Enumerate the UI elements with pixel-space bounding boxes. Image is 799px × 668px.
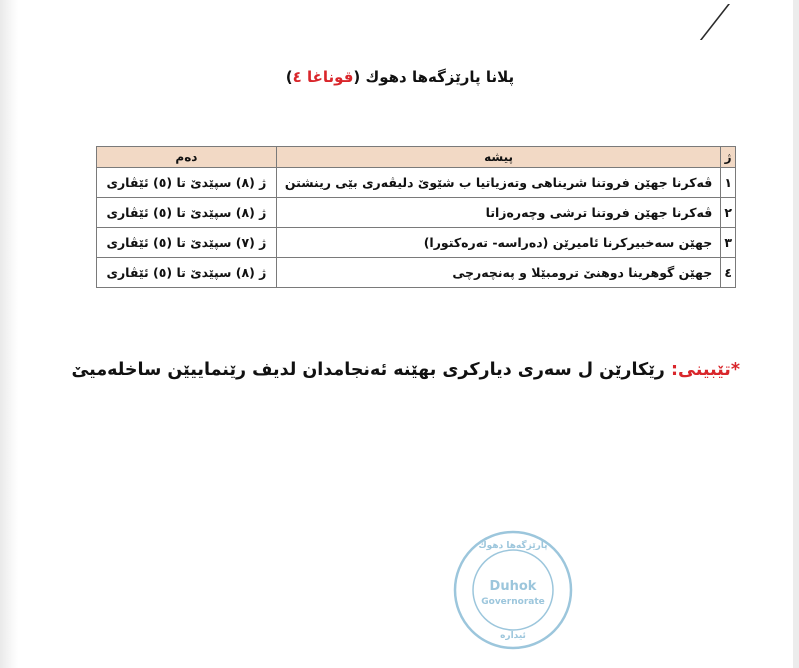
header-time: دەم [97, 147, 277, 168]
row-time: ژ (٨) سپێدێ تا (٥) ئێڤاری [97, 168, 277, 198]
row-number: ٤ [721, 258, 736, 288]
schedule-table [96, 146, 736, 288]
row-subject: ڤەکرنا جهێن فروتنا ترشی وچەرەزاتا [276, 198, 720, 228]
row-subject: جهێن سەخبیرکرنا ئامیرێن (دەراسە- تەرەکتورا) [276, 228, 720, 258]
row-time: ژ (٨) سپێدێ تا (٥) ئێڤاری [97, 258, 277, 288]
page-shadow-right [793, 0, 799, 668]
header-number: ژ [721, 147, 736, 168]
pen-mark [700, 4, 744, 40]
header-subject: پیشە [276, 147, 720, 168]
table-row [97, 258, 736, 288]
row-number: ٣ [721, 228, 736, 258]
note-label: *تێبینی: [670, 360, 740, 380]
title-stage-highlight: قوناغا ٤ [292, 68, 354, 86]
stamp-text-sub: Governorate [481, 597, 545, 607]
title-close: ) [285, 68, 293, 86]
title-text: پلانا پارێزگەها دهوك ( [353, 68, 515, 86]
document-title [230, 68, 570, 86]
table-row [97, 198, 736, 228]
stamp-text-mid: Duhok [489, 579, 537, 594]
row-number: ١ [721, 168, 736, 198]
governorate-stamp [448, 518, 578, 662]
note-paragraph [71, 360, 740, 380]
table-header-row [97, 147, 736, 168]
row-subject: جهێن گوهرینا دوهنێ ترومبێلا و پەنچەرچی [276, 258, 720, 288]
row-number: ٢ [721, 198, 736, 228]
note-text: رێکارێن ل سەری دیارکری بهێنە ئەنجامدان لدیف رێنماییێن ساخلەمیێ [71, 360, 665, 380]
stamp-text-top: پارێزگەها دهوك [478, 541, 548, 551]
table-row [97, 228, 736, 258]
row-subject: ڤەکرنا جهێن فروتنا شریناهی وتەزیاتیا ب شێوێ دلیڤەری بێی رینشتن [276, 168, 720, 198]
table-row [97, 168, 736, 198]
stamp-text-bottom: ئيداره [500, 631, 526, 641]
stamp-seal-icon [448, 518, 578, 658]
row-time: ژ (٧) سپێدێ تا (٥) ئێڤاری [97, 228, 277, 258]
row-time: ژ (٨) سپێدێ تا (٥) ئێڤاری [97, 198, 277, 228]
page-shadow-left [0, 0, 18, 668]
